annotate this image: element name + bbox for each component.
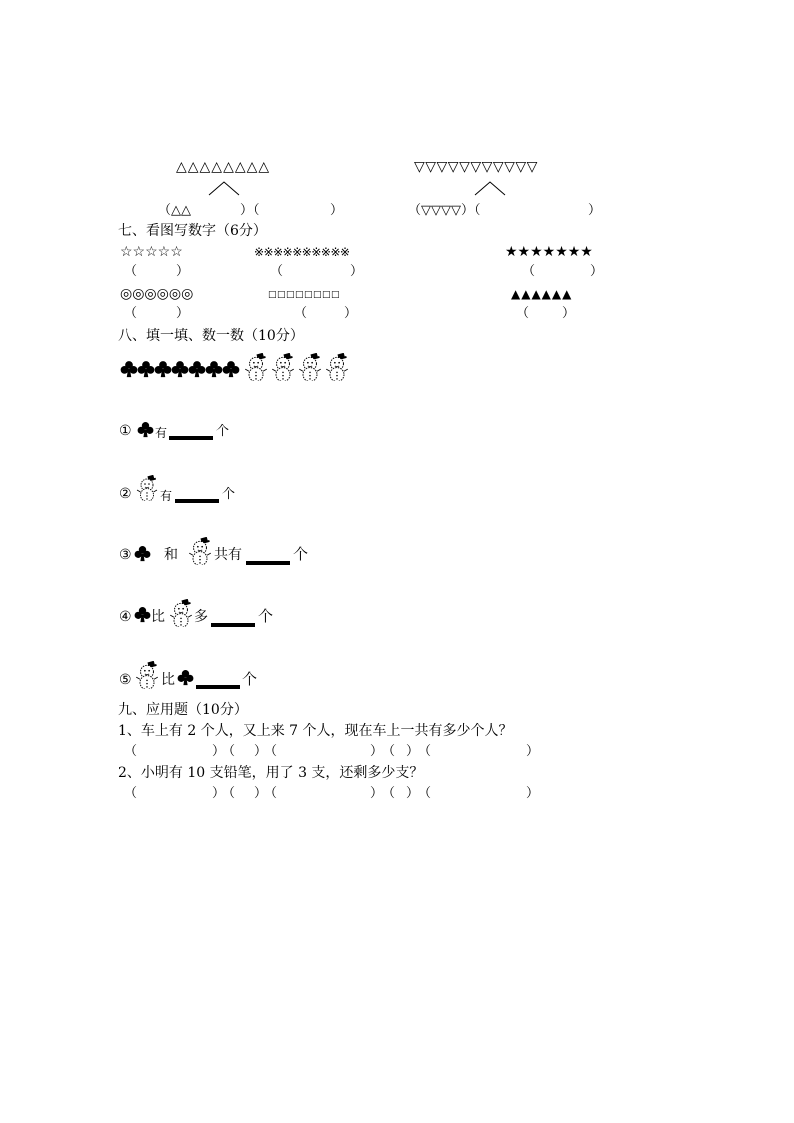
paren-close: ） (406, 786, 420, 801)
paren-close: ） (562, 306, 576, 321)
paren-open: （ (516, 306, 530, 321)
question-number: ⑤ (119, 672, 132, 688)
unit-label: 个 (242, 670, 258, 688)
club-icon (120, 360, 138, 378)
split-caret-left (208, 180, 240, 196)
club-icon (222, 360, 240, 378)
answer-blank[interactable] (211, 623, 255, 627)
paren-close: ） (406, 744, 420, 759)
section7-heading: 七、看图写数字（6分） (118, 223, 267, 239)
filled-triangles: ▲▲▲▲▲▲ (511, 287, 573, 301)
word-problem-2: 2、小明有 10 支铅笔，用了 3 支，还剩多少支？ (118, 765, 424, 781)
snowman-icon (134, 661, 160, 689)
club-icon (188, 360, 206, 378)
club-icon (137, 421, 154, 438)
club-icon (177, 669, 194, 686)
filled-stars: ★★★★★★★ (505, 244, 593, 260)
unit-label: 个 (222, 487, 236, 502)
snowman-icon (243, 353, 269, 381)
club-icon (154, 360, 172, 378)
paren-close: ） (344, 306, 358, 321)
paren-close: ） (526, 786, 540, 801)
answer-blank[interactable] (175, 499, 219, 503)
question-number: ② (119, 486, 132, 502)
question-text: 共有 (214, 547, 242, 563)
question-number: ③ (119, 547, 132, 563)
snowman-icon (324, 353, 350, 381)
question-text: 比 (161, 672, 175, 688)
paren-close: ） (590, 264, 604, 279)
question-text: 和 (164, 547, 178, 563)
paren-close: ） (212, 786, 226, 801)
paren-open: （ (264, 786, 278, 801)
paren-open: （ (294, 306, 308, 321)
unit-label: 个 (293, 545, 309, 563)
paren-open: （ (264, 744, 278, 759)
paren-open: （ (418, 786, 432, 801)
club-icon (134, 606, 151, 623)
paren-open: （ (222, 786, 236, 801)
paren-close: ） (370, 786, 384, 801)
paren-close: ） (176, 306, 190, 321)
paren-close: ） (526, 744, 540, 759)
paren-open: （ (222, 744, 236, 759)
paren-close: ） (212, 744, 226, 759)
question-number: ① (119, 423, 132, 439)
paren-close: ） (370, 744, 384, 759)
paren-open: （ (522, 264, 536, 279)
crossed-marks: ※※※※※※※※※※ (254, 245, 350, 259)
paren-open: （ (382, 786, 396, 801)
paren-close: ） (176, 264, 190, 279)
question-text: 多 (194, 609, 208, 625)
paren-close: ） (254, 786, 268, 801)
paren-open: （ (270, 264, 284, 279)
up-triangles-row: △△△△△△△△ (176, 159, 271, 175)
paren-open: （ (124, 744, 138, 759)
question-text: 有 (160, 489, 173, 503)
snowman-icon (297, 353, 323, 381)
split-left-paren-end: ） (330, 203, 344, 218)
answer-blank[interactable] (169, 436, 213, 440)
club-icon (137, 360, 155, 378)
split-caret-right (474, 180, 506, 196)
paren-open: （ (382, 744, 396, 759)
question-number: ④ (119, 609, 132, 625)
club-icon (171, 360, 189, 378)
paren-open: （ (124, 306, 138, 321)
small-squares: □□□□□□□□ (268, 290, 341, 300)
question-text: 有 (155, 426, 168, 440)
split-left-paren-mid: ）（ (240, 203, 260, 218)
double-circles: ◎◎◎◎◎◎ (120, 286, 194, 302)
paren-open: （ (418, 744, 432, 759)
club-icon (134, 545, 151, 562)
split-left-answer-part: （△△ (158, 203, 191, 218)
answer-blank[interactable] (196, 685, 240, 689)
split-right-answer: （▽▽▽▽）（ (408, 203, 481, 218)
section8-heading: 八、填一填、数一数（10分） (118, 328, 304, 344)
paren-close: ） (254, 744, 268, 759)
snowman-icon (187, 537, 213, 565)
snowman-icon (270, 353, 296, 381)
word-problem-1: 1、车上有 2 个人，又上来 7 个人，现在车上一共有多少个人？ (118, 723, 513, 739)
snowman-icon (168, 599, 194, 627)
paren-open: （ (124, 264, 138, 279)
paren-open: （ (124, 786, 138, 801)
unit-label: 个 (258, 607, 274, 625)
paren-close: ） (350, 264, 364, 279)
section9-heading: 九、应用题（10分） (118, 702, 248, 718)
outline-stars: ☆☆☆☆☆ (120, 244, 183, 260)
split-right-paren-end: ） (588, 203, 602, 218)
answer-blank[interactable] (246, 561, 290, 565)
unit-label: 个 (216, 424, 230, 439)
down-triangles-row: ▽▽▽▽▽▽▽▽▽▽▽ (414, 159, 538, 175)
question-text: 比 (151, 609, 165, 625)
snowman-icon (135, 475, 159, 501)
club-icon (205, 360, 223, 378)
